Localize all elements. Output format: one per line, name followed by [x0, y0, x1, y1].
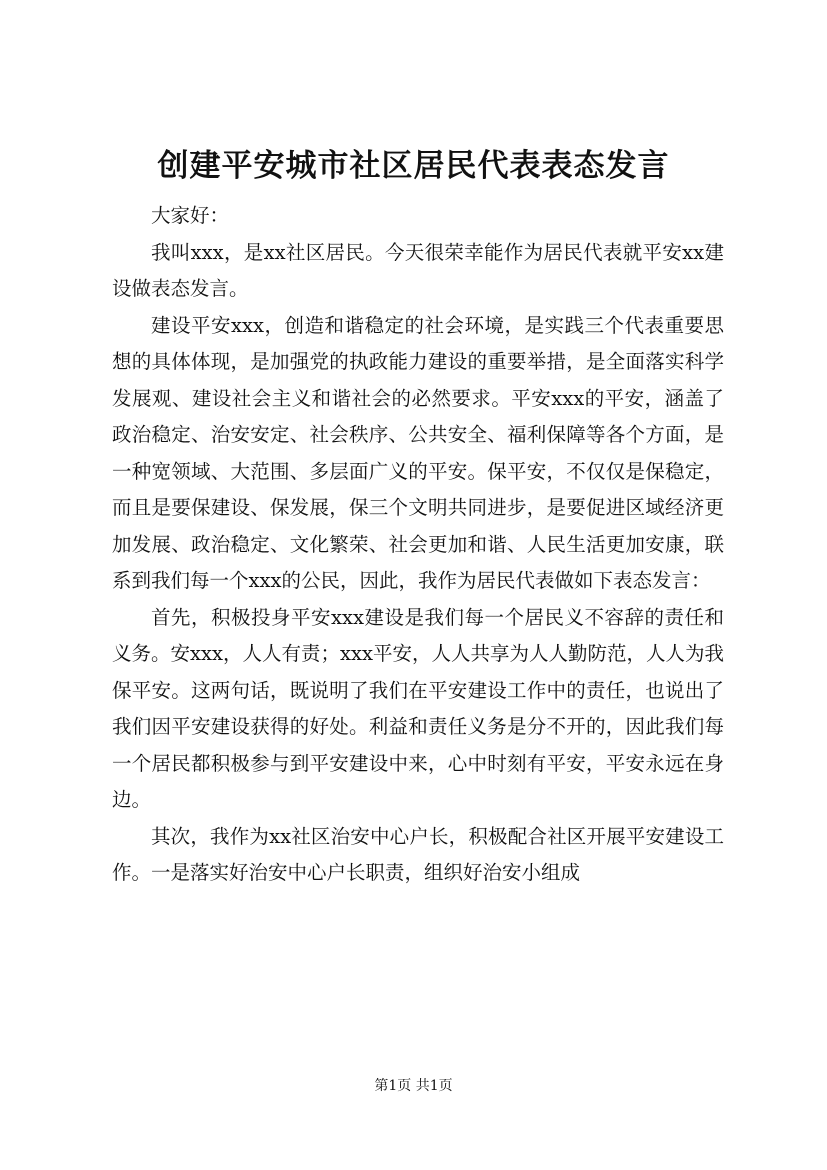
paragraph-significance: 建设平安xxx，创造和谐稳定的社会环境，是实践三个代表重要思想的具体体现，是加强党的执政能力建设的重要举措，是全面落实科学发展观、建设社会主义和谐社会的必然要求。平安xxx的平安，涵盖了政治稳定、治安安定、社会秩序、公共安全、福利保障等各个方面，是一种宽领域、大范围、多层面广义的平安。保平安，不仅仅是保稳定，而且是要保建设、保发展，保三个文明共同进步，是要促进区域经济更加发展、政治稳定、文化繁荣、社会更加和谐、人民生活更加安康，联系到我们每一个xxx的公民，因此，我作为居民代表做如下表态发言： [112, 313, 724, 592]
document-body [112, 198, 724, 892]
paragraph-greeting: 大家好： [151, 204, 230, 227]
page-number-footer: 第1页 共1页 [374, 1078, 453, 1094]
paragraph-second-point: 其次，我作为xx社区治安中心户长，积极配合社区开展平安建设工作。一是落实好治安中心户长职责，组织好治安小组成 [112, 824, 724, 884]
paragraph-first-point: 首先，积极投身平安xxx建设是我们每一个居民义不容辞的责任和义务。安xxx，人人有责；xxx平安，人人共享为人人勤防范，人人为我保平安。这两句话，既说明了我们在平安建设工作中的责任，也说出了我们因平安建设获得的好处。利益和责任义务是分不开的，因此我们每一个居民都积极参与到平安建设中来，心中时刻有平安，平安永远在身边。 [112, 605, 724, 811]
paragraph-introduction: 我叫xxx，是xx社区居民。今天很荣幸能作为居民代表就平安xx建设做表态发言。 [112, 240, 724, 300]
document-title: 创建平安城市社区居民代表表态发言 [157, 148, 670, 184]
